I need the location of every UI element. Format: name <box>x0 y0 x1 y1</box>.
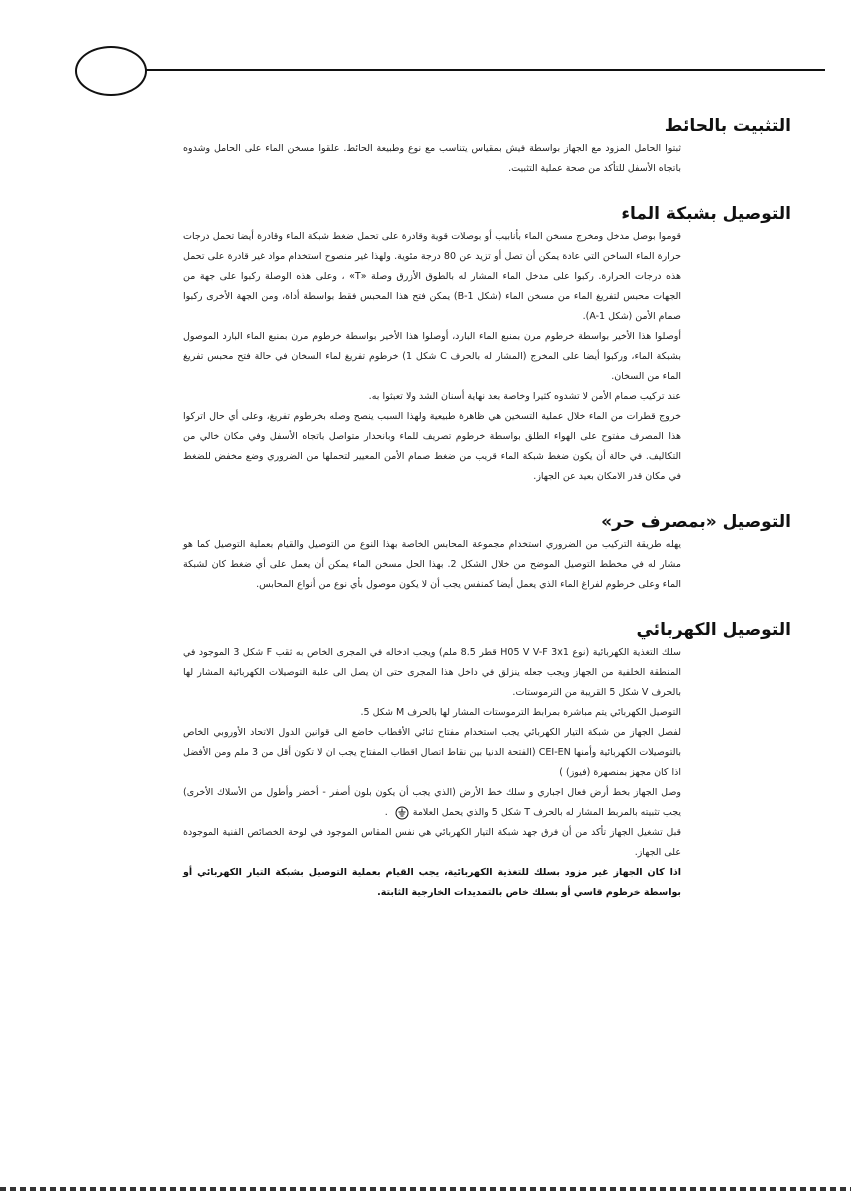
earth-ground-icon <box>395 806 409 820</box>
section-water-connection <box>183 201 791 487</box>
section-free-drain <box>183 509 791 595</box>
earth-text: وصل الجهاز بخط أرض فعال اجباري و سلك خط الأرض (الذي يجب أن يكون بلون أصفر - أخضر وأطول من الأسلاك الأخرى) يجب تثبيته بالمربط المشار له بالحرف T شكل 5 والذي يحمل العلامة <box>183 787 681 818</box>
heading-water-connection: التوصيل بشبكة الماء <box>621 204 791 224</box>
heading-wall-mounting: التثبيت بالحائط <box>664 116 791 136</box>
heading-electrical-connection: التوصيل الكهربائي <box>636 620 791 640</box>
paragraph: عند تركيب صمام الأمن لا تشدوه كثيرا وخاصة بعد نهاية أسنان الشد ولا تعبثوا به. <box>368 391 681 402</box>
heading-free-drain: التوصيل «بمصرف حر» <box>601 512 791 532</box>
paragraph: التوصيل الكهربائي يتم مباشرة بمرابط الترموستات المشار لها بالحرف M شكل 5. <box>360 707 681 718</box>
paragraph: قبل تشغيل الجهاز تأكد من أن فرق جهد شبكة التيار الكهربائي هي نفس المقاس الموجود في لوحة الخصائص الفنية الموجودة على الجهاز. <box>183 827 681 858</box>
document-content <box>183 113 791 903</box>
page-number-oval <box>75 46 147 96</box>
paragraph: سلك التغذية الكهربائية (نوع H05 V V-F 3x1 قطر 8.5 ملم) ويجب ادخاله في المجرى الخاص به ثقب F شكل 3 الموجود في المنطقة الخلفية من الجهاز ويجب جعله ينزلق في داخل هذا المجرى حتى ان يصل الى علبة التوصيلات الكهربائية المشار لها بالحرف V شكل 5 القريبة من الترموستات. <box>183 647 681 698</box>
paragraph: ثبتوا الحامل المزود مع الجهاز بواسطة فيش بمقياس يتناسب مع نوع وطبيعة الحائط. علقوا مسخن الماء على الحامل وشدوه باتجاه الأسفل للتأكد من صحة عملية التثبيت. <box>183 143 681 174</box>
header-rule <box>146 69 825 71</box>
paragraph: خروج قطرات من الماء خلال عملية التسخين هي ظاهرة طبيعية ولهذا السبب ينصح وصله بخرطوم تفريغ، وعلى أي حال اتركوا هذا المصرف مفتوح على الهواء الطلق بواسطة خرطوم تصريف للماء وبانحدار متواصل باتجاه الأسفل وفي مكان خالي من التكاليف. في حالة أن يكون ضغط شبكة الماء قريب من ضغط صمام الأمن المعيير لتحملها من الضروري وضع مخفض للضغط في مكان قدر الامكان بعيد عن الجهاز. <box>183 411 681 482</box>
paragraph: أوصلوا هذا الأخير بواسطة خرطوم مرن بمنبع الماء البارد، أوصلوا هذا الأخير بواسطة خرطوم مرن بمنبع الماء البارد الموصول بشبكة الماء، وركبوا أيضا على المخرج (المشار له بالحرف C شكل 1) خرطوم تفريغ لماء السخان في حالة فتح محبس تفريغ الماء من السخان. <box>183 331 681 382</box>
bottom-edge-strip <box>0 1187 851 1191</box>
warning-paragraph: اذا كان الجهاز غير مزود بسلك للتغذية الكهربائية، يجب القيام بعملية التوصيل بشبكة التيار الكهربائي أو بواسطة خرطوم قاسي أو بسلك خاص بالتمديدات الخارجية الثابتة. <box>183 867 681 898</box>
paragraph: قوموا بوصل مدخل ومخرج مسخن الماء بأنابيب أو بوصلات قوية وقادرة على تحمل ضغط شبكة الماء وقادرة أيضا تحمل درجات حرارة الماء الساخن التي عادة يمكن أن تصل أو تزيد عن 80 درجة مئوية. ولهذا غير منصوح استخدام مواد غير قادرة على تحمل هذه درجات الحرارة. ركبوا على مدخل الماء المشار له بالطوق الأزرق وصلة «T» ، وعلى هذه الوصلة ركبوا على جهة من الجهات محبس لتفريغ الماء من مسخن الماء (شكل B-1) يمكن فتح هذا المحبس فقط بواسطة أداة، ومن الجهة الأخرى ركبوا صمام الأمن (شكل A-1). <box>183 231 682 322</box>
earth-paragraph: وصل الجهاز بخط أرض فعال اجباري و سلك خط الأرض (الذي يجب أن يكون بلون أصفر - أخضر وأطول من الأسلاك الأخرى) يجب تثبيته بالمربط المشار له بالحرف T شكل 5 والذي يحمل العلامة . <box>183 787 681 818</box>
paragraph: يهله طريقة التركيب من الضروري استخدام مجموعة المحابس الخاصة بهذا النوع من التوصيل والقيام بعملية التوصيل كما هو مشار له في مخطط التوصيل الموضح من خلال الشكل 2. بهذا الحل مسخن الماء يمكن أن يعمل على أي ضغط كان لشبكة الماء وعلى خرطوم لفراغ الماء الذي يعمل أيضا كمنفس يجب أن لا يكون موصول بأي نوع من أنواع المحابس. <box>183 539 681 590</box>
paragraph: لفصل الجهاز من شبكة التيار الكهربائي يجب استخدام مفتاح ثنائي الأقطاب خاضع الى قوانين الدول الاتحاد الأوروبي الخاص بالتوصيلات الكهربائية وأمنها CEI-EN (الفتحة الدنيا بين نقاط اتصال اقطاب المفتاح يجب ان لا تكون أقل من 3 ملم ومن الأفضل اذا كان مجهز بمنصهرة (فيوز) ) <box>183 727 681 778</box>
section-electrical-connection <box>183 617 791 903</box>
section-wall-mounting <box>183 113 791 179</box>
